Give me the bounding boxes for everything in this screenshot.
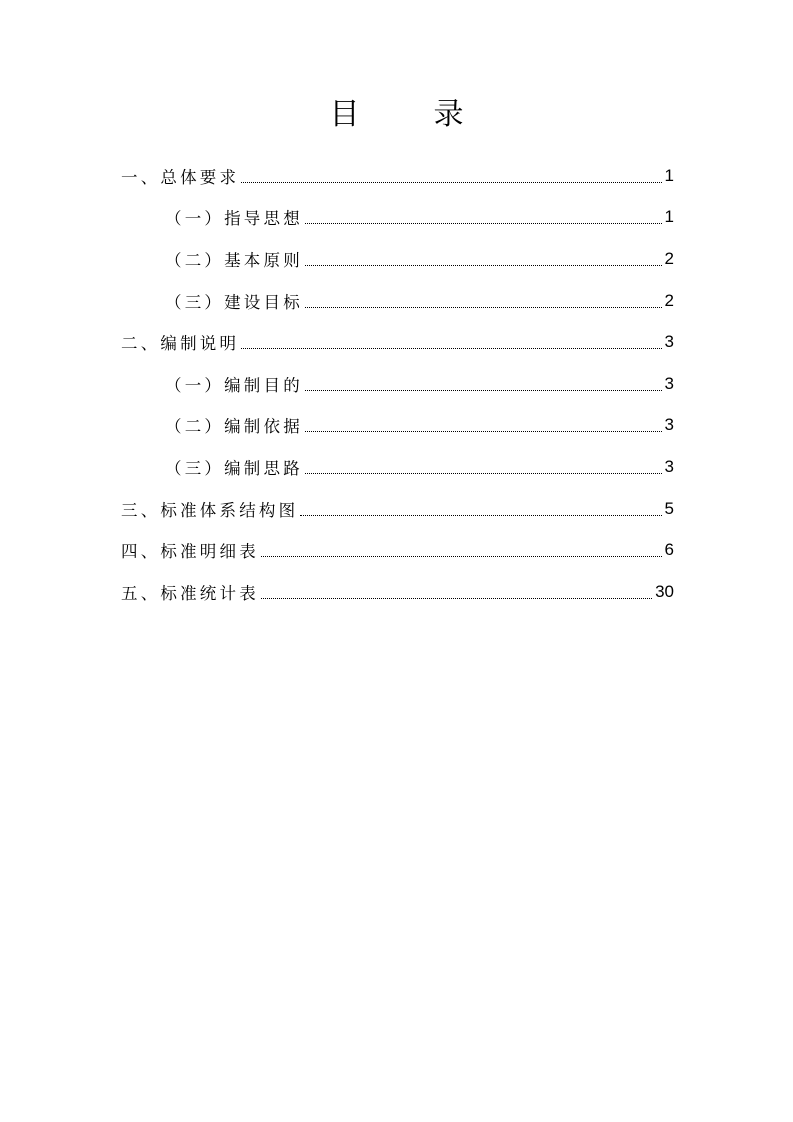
toc-page-number: 1: [664, 165, 674, 185]
toc-page-number: 3: [664, 332, 674, 352]
toc-dot-leader: [305, 306, 662, 308]
toc-dot-leader: [261, 555, 662, 557]
toc-entry-label: （三）建设目标: [165, 292, 303, 312]
toc-dot-leader: [241, 181, 661, 183]
toc-page-number: 2: [664, 248, 674, 268]
toc-entry[interactable]: [121, 529, 674, 571]
toc-entry[interactable]: [121, 571, 674, 613]
toc-dot-leader: [305, 264, 662, 266]
table-of-contents: [0, 155, 793, 613]
toc-dot-leader: [300, 514, 661, 516]
toc-entry-label: 四、标准明细表: [121, 542, 259, 562]
toc-entry[interactable]: [121, 488, 674, 530]
toc-dot-leader: [261, 597, 652, 599]
toc-page-number: 3: [664, 456, 674, 476]
toc-dot-leader: [305, 472, 662, 474]
toc-dot-leader: [241, 347, 661, 349]
toc-page-number: 3: [664, 373, 674, 393]
toc-page-number: 3: [664, 415, 674, 435]
toc-entry-label: （二）编制依据: [165, 417, 303, 437]
toc-entry-label: 三、标准体系结构图: [121, 500, 299, 520]
toc-dot-leader: [305, 430, 662, 432]
toc-entry[interactable]: [165, 446, 674, 488]
toc-entry[interactable]: [165, 238, 674, 280]
toc-page-number: 1: [664, 207, 674, 227]
toc-entry[interactable]: [165, 363, 674, 405]
toc-title: 目 录: [329, 97, 486, 132]
toc-entry-label: 一、总体要求: [121, 167, 240, 187]
toc-page-number: 30: [655, 581, 674, 601]
toc-page-number: 6: [664, 540, 674, 560]
toc-entry-label: （二）基本原则: [165, 250, 303, 270]
toc-entry[interactable]: [165, 280, 674, 322]
toc-dot-leader: [305, 389, 662, 391]
toc-page-number: 2: [664, 290, 674, 310]
toc-entry-label: （三）编制思路: [165, 458, 303, 478]
toc-entry-label: （一）编制目的: [165, 375, 303, 395]
toc-entry-label: 五、标准统计表: [121, 583, 259, 603]
toc-entry[interactable]: [165, 405, 674, 447]
toc-dot-leader: [305, 222, 662, 224]
toc-entry[interactable]: [121, 155, 674, 197]
toc-entry-label: （一）指导思想: [165, 209, 303, 229]
toc-entry[interactable]: [165, 197, 674, 239]
toc-entry[interactable]: [121, 321, 674, 363]
toc-entry-label: 二、编制说明: [121, 334, 240, 354]
toc-page-number: 5: [664, 498, 674, 518]
